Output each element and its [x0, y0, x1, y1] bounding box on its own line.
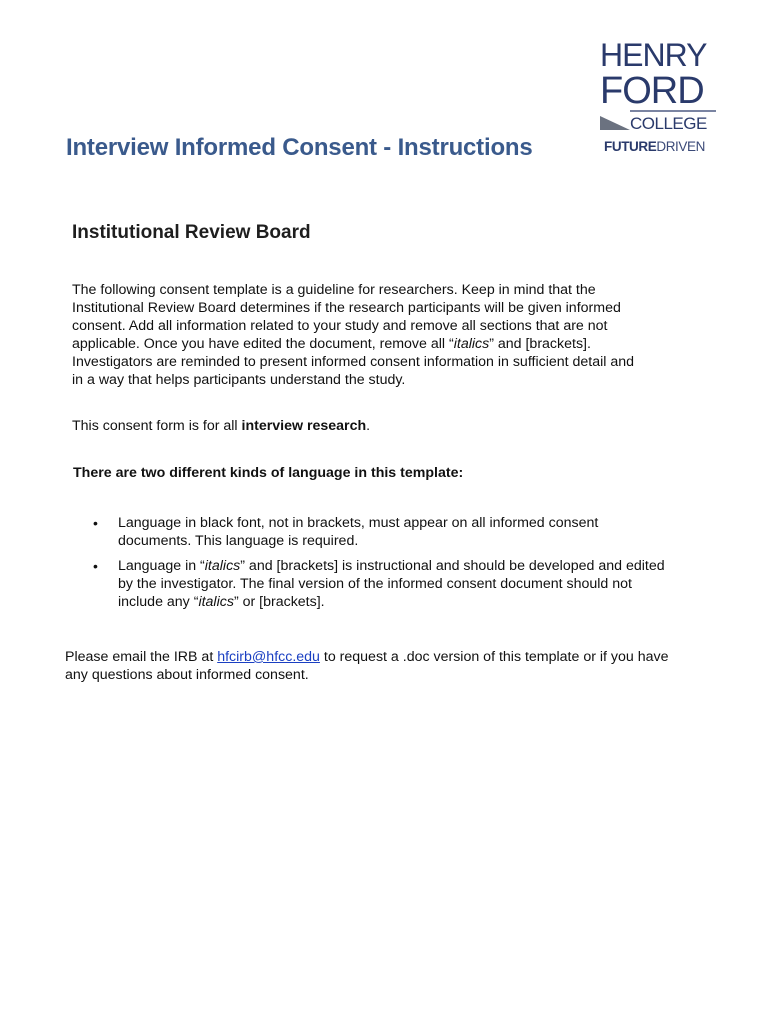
email-line-1	[65, 648, 735, 666]
logo-accent-shape	[600, 116, 630, 130]
bullet-2-line-1-italic: italics	[204, 558, 241, 574]
document-title: Interview Informed Consent - Instructions	[66, 134, 533, 161]
tagline-future: FUTURE	[604, 139, 657, 154]
bullet-2-line-1	[118, 557, 730, 575]
intro-paragraph	[72, 281, 692, 389]
logo-wordmark	[596, 38, 726, 138]
email-line-1-post: to request a .doc version of this template or if you have	[319, 649, 669, 665]
henry-ford-college-logo	[596, 38, 726, 162]
form-statement-pre: This consent form is for all	[72, 418, 242, 434]
bullet-dot-icon: •	[93, 558, 98, 574]
section-heading: Institutional Review Board	[72, 222, 311, 243]
form-statement	[72, 417, 370, 435]
email-paragraph	[65, 648, 735, 684]
bullet-1-line-1: Language in black font, not in brackets, must appear on all informed consent	[118, 515, 599, 531]
list-item	[90, 557, 730, 611]
form-statement-post: .	[366, 418, 371, 434]
intro-line-3: consent. Add all information related to your study and remove all sections that are not	[72, 318, 608, 334]
bullet-1-line-2: documents. This language is required.	[118, 533, 359, 549]
bullet-2-line-1-post: ” and [brackets] is instructional and should be developed and edited	[240, 558, 665, 574]
intro-line-2: Institutional Review Board determines if the research participants will be given informed	[72, 300, 621, 316]
bullet-2-line-3-pre: include any “	[118, 594, 199, 610]
logo-line-college: COLLEGE	[630, 114, 707, 133]
intro-line-5: Investigators are reminded to present informed consent information in sufficient detail and	[72, 354, 635, 370]
email-line-2: any questions about informed consent.	[65, 667, 309, 683]
language-kinds-heading: There are two different kinds of language in this template:	[73, 465, 464, 481]
irb-email-link[interactable]: hfcirb@hfcc.edu	[217, 649, 320, 665]
bullet-dot-icon: •	[93, 515, 98, 531]
logo-line-ford: FORD	[600, 70, 704, 112]
bullet-2-line-1-pre: Language in “	[118, 558, 205, 574]
language-bullet-list	[90, 514, 730, 618]
bullet-2-line-3	[118, 593, 730, 611]
intro-line-4-post: ” and [brackets].	[489, 336, 591, 352]
list-item	[90, 514, 730, 550]
intro-line-4	[72, 335, 692, 353]
intro-line-4-italic: italics	[453, 336, 490, 352]
bullet-2-line-3-italic: italics	[198, 594, 234, 610]
form-statement-bold: interview research	[241, 418, 367, 434]
logo-line-henry: HENRY	[600, 38, 707, 73]
intro-line-1: The following consent template is a guideline for researchers. Keep in mind that the	[72, 282, 596, 298]
intro-line-4-pre: applicable. Once you have edited the document, remove all “	[72, 336, 454, 352]
bullet-2-line-2: by the investigator. The final version of the informed consent document should not	[118, 576, 632, 592]
intro-line-6: in a way that helps participants understand the study.	[72, 372, 406, 388]
logo-tagline	[604, 139, 705, 154]
tagline-driven: DRIVEN	[656, 139, 705, 154]
bullet-2-line-3-post: ” or [brackets].	[233, 594, 325, 610]
email-line-1-pre: Please email the IRB at	[65, 649, 218, 665]
